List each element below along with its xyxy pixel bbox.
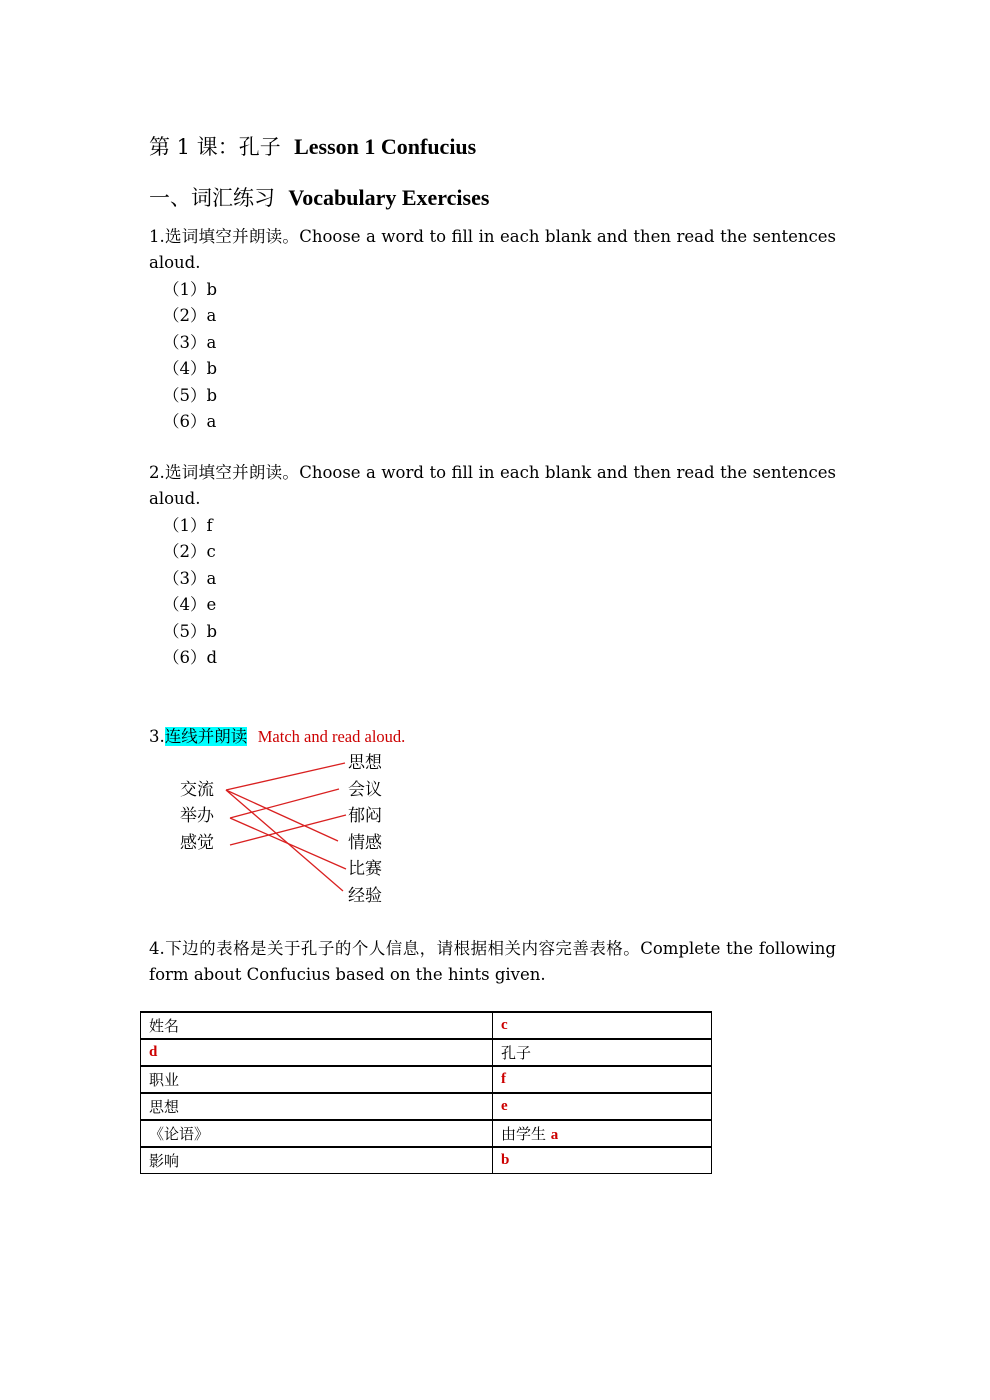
form-value-text xyxy=(501,1125,558,1143)
confucius-info-form xyxy=(140,1011,712,1174)
answer-item: （3）a xyxy=(163,332,217,352)
match-line xyxy=(230,815,346,845)
answer-item: （5）b xyxy=(163,621,218,641)
right-word-yumen: 郁闷 xyxy=(348,806,382,826)
form-label: 影响 xyxy=(141,1147,493,1174)
table-row xyxy=(141,1093,712,1120)
table-row xyxy=(141,1039,712,1066)
exercise-3-number: 3. xyxy=(149,727,165,746)
form-value: c xyxy=(493,1012,712,1039)
exercise-1-instruction: 1.选词填空并朗读。Choose a word to fill in each blank and then read the sentences aloud. xyxy=(149,227,836,272)
right-word-huiyi: 会议 xyxy=(348,780,382,800)
match-line xyxy=(226,790,343,891)
lesson-title-cn: 第 1 课：孔子 xyxy=(149,135,281,159)
exercise-4-instruction: 4.下边的表格是关于孔子的个人信息，请根据相关内容完善表格。Complete the following form about Confucius based on the hints given. xyxy=(149,939,836,984)
form-label: 《论语》 xyxy=(141,1120,493,1147)
answer-item: （3）a xyxy=(163,568,217,588)
right-word-qinggan: 情感 xyxy=(348,833,382,853)
answer-item: （4）b xyxy=(163,359,218,379)
match-line xyxy=(226,763,345,790)
right-word-jingyan: 经验 xyxy=(348,886,382,906)
answer-item: （6）d xyxy=(163,647,218,667)
answer-item: （5）b xyxy=(163,385,218,405)
match-line xyxy=(226,790,338,841)
section-heading-cn: 一、词汇练习 xyxy=(149,186,275,210)
exercise-3-title-en: Match and read aloud. xyxy=(257,727,406,746)
form-value: f xyxy=(493,1066,712,1093)
table-row xyxy=(141,1012,712,1039)
table-row xyxy=(141,1066,712,1093)
lesson-title-en: Lesson 1 Confucius xyxy=(294,134,477,159)
match-line xyxy=(230,818,346,869)
answer-item: （2）a xyxy=(163,306,217,326)
table-row xyxy=(141,1147,712,1174)
form-label: 职业 xyxy=(141,1066,493,1093)
form-label: d xyxy=(141,1039,493,1066)
table-row xyxy=(141,1120,712,1147)
form-label: 姓名 xyxy=(141,1012,493,1039)
answer-item: （6）a xyxy=(163,411,217,431)
answer-item: （4）e xyxy=(163,595,217,615)
match-line xyxy=(230,789,339,818)
form-value-answer: a xyxy=(550,1127,559,1143)
form-value: 孔子 xyxy=(493,1039,712,1066)
left-word-jiaoliu: 交流 xyxy=(180,780,214,800)
answer-item: （1）f xyxy=(163,516,213,535)
section-heading-en: Vocabulary Exercises xyxy=(288,185,490,210)
left-word-juban: 举办 xyxy=(180,806,214,826)
right-word-sixiang: 思想 xyxy=(348,753,382,773)
left-word-ganjue: 感觉 xyxy=(180,833,214,853)
exercise-2-instruction: 2.选词填空并朗读。Choose a word to fill in each blank and then read the sentences aloud. xyxy=(149,463,836,508)
answer-item: （2）c xyxy=(163,542,216,562)
answer-item: （1）b xyxy=(163,280,218,299)
form-value-part: 由学生 xyxy=(501,1125,551,1143)
right-word-bisai: 比赛 xyxy=(348,859,382,879)
form-label: 思想 xyxy=(141,1093,493,1120)
form-value: e xyxy=(493,1093,712,1120)
exercise-3-title-cn: 连线并朗读 xyxy=(164,727,248,746)
form-value xyxy=(493,1120,712,1147)
form-value: b xyxy=(493,1147,712,1174)
